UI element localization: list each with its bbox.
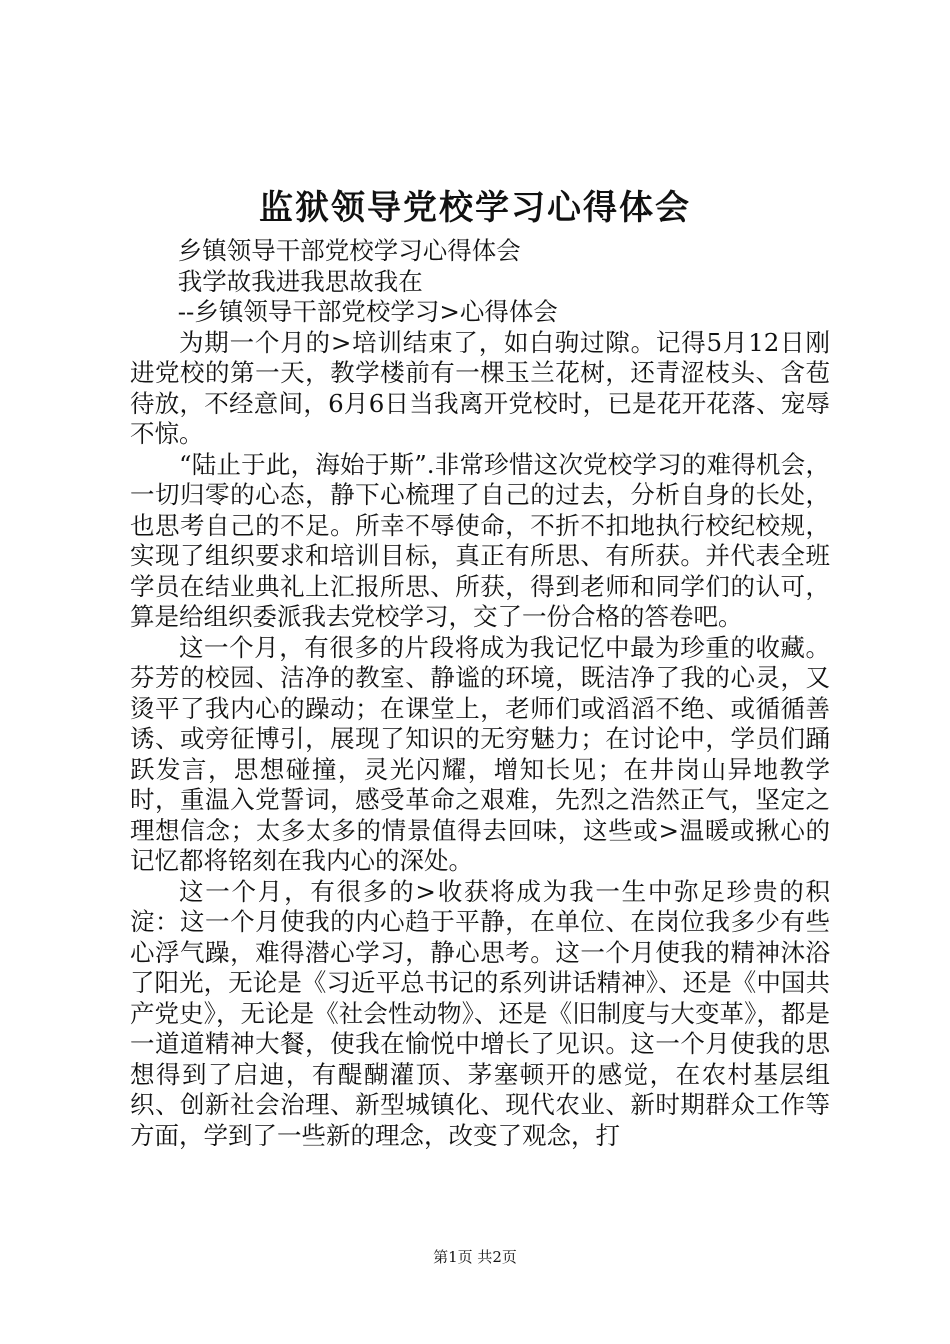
subtitle-line: 乡镇领导干部党校学习心得体会 bbox=[177, 236, 521, 265]
document-title: 监狱领导党校学习心得体会 bbox=[259, 188, 691, 228]
paragraph: 为期一个月的>培训结束了，如白驹过隙。记得5月12日刚进党校的第一天，教学楼前有一棵玉兰花树，还青涩枝头、含苞待放，不经意间，6月6日当我离开党校时，已是花开花落、宠辱不惊。 bbox=[130, 327, 830, 448]
paragraph: “陆止于此，海始于斯”.非常珍惜这次党校学习的难得机会，一切归零的心态，静下心梳理了自己的过去，分析自身的长处，也思考自己的不足。所幸不辱使命，不折不扣地执行校纪校规，实现了组织要求和培训目标，真正有所思、有所获。并代表全班学员在结业典礼上汇报所思、所获，得到老师和同学们的认可，算是给组织委派我去党校学习，交了一份合格的答卷吧。 bbox=[130, 449, 830, 631]
paragraph: 这一个月，有很多的>收获将成为我一生中弥足珍贵的积淀：这一个月使我的内心趋于平静，在单位、在岗位我多少有些心浮气躁，难得潜心学习，静心思考。这一个月使我的精神沐浴了阳光，无论是《习近平总书记的系列讲话精神》、还是《中国共产党史》，无论是《社会性动物》、还是《旧制度与大变革》，都是一道道精神大餐，使我在愉悦中增长了见识。这一个月使我的思想得到了启迪，有醍醐灌顶、茅塞顿开的感觉，在农村基层组织、创新社会治理、新型城镇化、现代农业、新时期群众工作等方面，学到了一些新的理念，改变了观念，打 bbox=[130, 876, 830, 1150]
document-body bbox=[130, 236, 830, 1151]
byline: --乡镇领导干部党校学习>心得体会 bbox=[177, 297, 558, 326]
motto-line: 我学故我进我思故我在 bbox=[177, 266, 423, 296]
page-number: 第1页 共2页 bbox=[433, 1248, 517, 1266]
paragraph: 这一个月，有很多的片段将成为我记忆中最为珍重的收藏。芬芳的校园、洁净的教室、静谧的环境，既洁净了我的心灵，又烫平了我内心的躁动；在课堂上，老师们或滔滔不绝、或循循善诱、或旁征博引，展现了知识的无穷魅力；在讨论中，学员们踊跃发言，思想碰撞，灵光闪耀，增知长见；在井岗山异地教学时，重温入党誓词，感受革命之艰难，先烈之浩然正气，坚定之理想信念；太多太多的情景值得去回味，这些或>温暖或揪心的记忆都将铭刻在我内心的深处。 bbox=[130, 632, 830, 875]
